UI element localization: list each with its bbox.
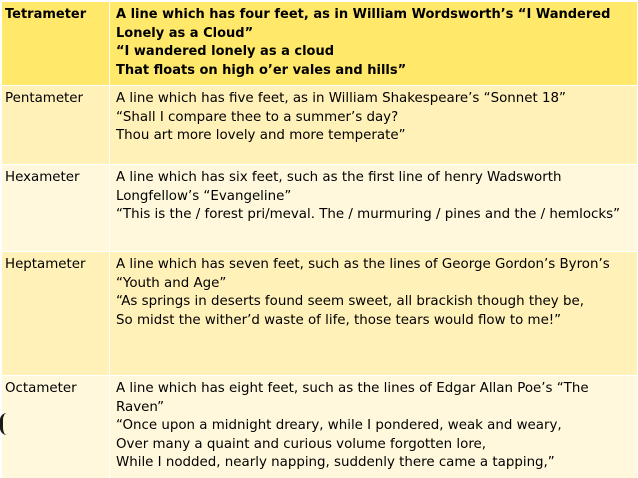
definition-text: A line which has six feet, such as the first line of henry Wadsworth Longfellow’s “Evangeline” (116, 170, 562, 204)
definition-text: A line which has eight feet, such as the lines of Edgar Allan Poe’s “The Raven” (116, 381, 589, 415)
quote-line: So midst the wither’d waste of life, those tears would flow to me!” (116, 312, 562, 328)
edge-decoration (0, 413, 7, 435)
quote-line: “Once upon a midnight dreary, while I pondered, weak and weary, (116, 418, 562, 433)
meter-table (1, 1, 638, 478)
table-row-heptameter (2, 252, 638, 376)
description-cell (110, 376, 638, 478)
term-cell: Hexameter (2, 165, 110, 252)
quote-line: “As springs in deserts found seem sweet, all brackish though they be, (116, 294, 584, 309)
table-row-octameter (2, 376, 638, 478)
term-cell: Pentameter (2, 86, 110, 165)
definition-text: A line which has five feet, as in William Shakespeare’s “Sonnet 18” (116, 91, 566, 106)
table-row-tetrameter (2, 2, 638, 86)
description-cell (110, 165, 638, 252)
table-row-hexameter (2, 165, 638, 252)
quote-line: “I wandered lonely as a cloud (116, 44, 335, 59)
term-cell: Heptameter (2, 252, 110, 376)
term-cell: Octameter (2, 376, 110, 478)
definition-text: A line which has four feet, as in William Wordsworth’s “I Wandered Lonely as a Cloud” (116, 7, 611, 41)
quote-line: While I nodded, nearly napping, suddenly there came a tapping,” (116, 455, 555, 470)
description-cell (110, 2, 638, 86)
quote-line: Thou art more lovely and more temperate” (116, 128, 406, 143)
quote-line: “Shall I compare thee to a summer’s day? (116, 109, 399, 125)
definition-text: A line which has seven feet, such as the lines of George Gordon’s Byron’s “Youth and Age” (116, 257, 610, 291)
quote-line: Over many a quaint and curious volume forgotten lore, (116, 436, 487, 452)
quote-line: That floats on high o’er vales and hills” (116, 62, 407, 78)
description-cell (110, 252, 638, 376)
term-cell: Tetrameter (2, 2, 110, 86)
table-row-pentameter (2, 86, 638, 165)
quote-line: “This is the / forest pri/meval. The / murmuring / pines and the / hemlocks” (116, 207, 621, 222)
description-cell (110, 86, 638, 165)
